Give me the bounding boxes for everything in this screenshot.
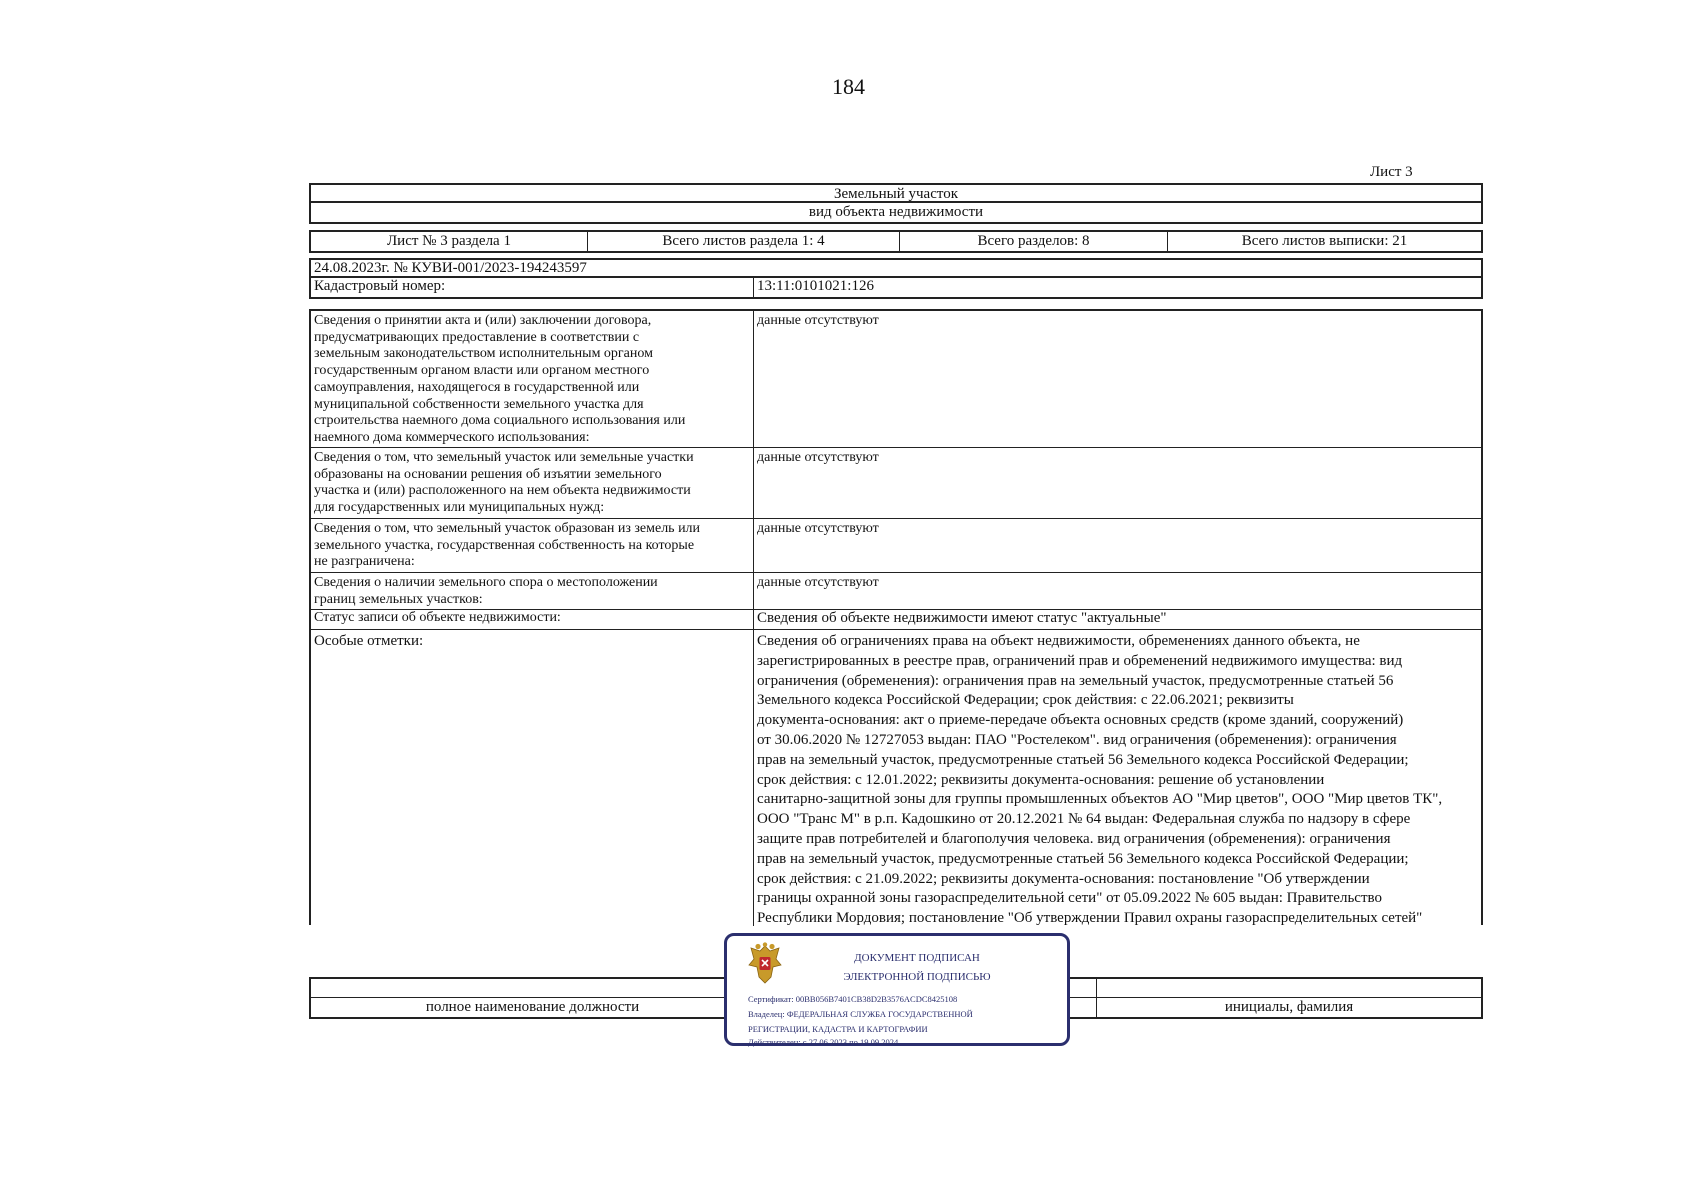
value-line: срок действия: с 21.09.2022; реквизиты документа-основания: постановление "Об утверждении: [757, 870, 1370, 887]
label-line: земельным законодательством исполнительным органом: [314, 346, 653, 362]
value-line: документа-основания: акт о приеме-передаче объекта основных средств (кроме зданий, сооружений): [757, 712, 1404, 729]
value-line: зарегистрированных в реестре прав, ограничений прав и обременений недвижимого имущества: вид: [757, 652, 1403, 669]
table-row-seizure-decision: [311, 448, 1481, 519]
row-label: [311, 573, 754, 609]
label-line: Сведения о том, что земельный участок или земельные участки: [314, 450, 694, 465]
row-value: [754, 573, 1481, 609]
label-line: границ земельных участков:: [314, 591, 483, 607]
cadastral-number-value: 13:11:0101021:126: [757, 278, 874, 294]
value-line: Сведения об объекте недвижимости имеют статус "актуальные": [757, 610, 1167, 626]
stat-sheet-of-section: Лист № 3 раздела 1: [311, 232, 588, 251]
value-line: границы охранной зоны газораспределительной сети" от 05.09.2022 № 605 выдан: Правительство: [757, 890, 1382, 907]
value-line: защите прав потребителей и благополучия человека. вид ограничения (обременения): ограничения: [757, 830, 1391, 847]
value-line: Сведения об ограничениях права на объект недвижимости, обременениях данного объекта, не: [757, 633, 1360, 649]
table-row-record-status: [311, 610, 1481, 630]
value-line: прав на земельный участок, предусмотренные статьей 56 Земельного кодекса Российской Федерации;: [757, 751, 1409, 768]
value-line: данные отсутствуют: [757, 521, 879, 536]
label-line: государственным органом власти или органом местного: [314, 363, 650, 379]
coat-of-arms-emblem-icon: [748, 942, 782, 991]
label-line: участка и (или) расположенного на нем объекта недвижимости: [314, 483, 691, 499]
cadastral-number-row: [309, 278, 1483, 299]
stat-extract-sheets-total: Всего листов выписки: 21: [1241, 233, 1408, 249]
value-line: от 30.06.2020 № 12727053 выдан: ПАО "Ростелеком". вид ограничения (обременения): ограничения: [757, 731, 1397, 748]
stat-sections-total: Всего разделов: 8: [900, 232, 1168, 251]
row-value: [754, 519, 1481, 572]
value-line: ограничения (обременения): ограничения прав на земельный участок, предусмотренные статьей 56: [757, 672, 1394, 689]
label-line: Сведения о том, что земельный участок образован из земель или: [314, 521, 701, 536]
stamp-title-line2: ЭЛЕКТРОННОЙ ПОДПИСЬЮ: [843, 971, 991, 983]
name-caption: инициалы, фамилия: [1224, 999, 1354, 1015]
stamp-owner-line1: Владелец: ФЕДЕРАЛЬНАЯ СЛУЖБА ГОСУДАРСТВЕННОЙ: [748, 1009, 973, 1019]
electronic-signature-stamp: [724, 933, 1070, 1046]
label-line: строительства наемного дома социального использования или: [314, 413, 686, 429]
row-value: [754, 448, 1481, 518]
stamp-certificate: Сертификат: 00BB056B7401CB38D2B3576ACDC8425108: [748, 994, 958, 1004]
value-line: прав на земельный участок, предусмотренные статьей 56 Земельного кодекса Российской Федерации;: [757, 850, 1409, 867]
value-line: данные отсутствуют: [757, 313, 879, 328]
value-line: данные отсутствуют: [757, 575, 879, 590]
stamp-owner-line2: РЕГИСТРАЦИИ, КАДАСТРА И КАРТОГРАФИИ: [748, 1024, 928, 1034]
value-line: Земельного кодекса Российской Федерации; срок действия: с 22.06.2021; реквизиты: [757, 692, 1294, 709]
stamp-validity: Действителен: с 27.06.2023 по 19.09.2024: [748, 1037, 899, 1047]
label-line: Статус записи об объекте недвижимости:: [314, 610, 561, 625]
row-value: [754, 630, 1481, 926]
label-line: наемного дома коммерческого использования:: [314, 429, 590, 445]
label-line: не разграничена:: [314, 554, 415, 570]
stat-section-sheets-total: Всего листов раздела 1: 4: [588, 232, 900, 251]
table-row-special-notes: [311, 630, 1481, 926]
table-row-undivided-state-land: [311, 519, 1481, 573]
label-line: муниципальной собственности земельного участка для: [314, 396, 644, 412]
page-number: 184: [832, 74, 865, 99]
sheet-stats-row: [309, 230, 1483, 253]
row-value: [754, 610, 1481, 629]
value-line: ООО "Транс М" в р.п. Кадошкино от 20.12.2021 № 64 выдан: Федеральная служба по надзору в сфере: [757, 811, 1411, 828]
value-line: данные отсутствуют: [757, 450, 879, 465]
value-line: срок действия: с 12.01.2022; реквизиты документа-основания: решение об установлении: [757, 771, 1325, 788]
label-line: образованы на основании решения об изъятии земельного: [314, 466, 662, 482]
label-line: предусматривающих предоставление в соответствии с: [314, 329, 640, 345]
stamp-title-line1: ДОКУМЕНТ ПОДПИСАН: [854, 952, 980, 964]
row-value: [754, 311, 1481, 447]
row-label: [311, 519, 754, 572]
label-line: Особые отметки:: [314, 633, 424, 649]
row-label: [311, 630, 754, 926]
value-line: санитарно-защитной зоны для группы промышленных объектов АО "Мир цветов", ООО "Мир цветов ТК",: [757, 791, 1443, 808]
table-row-social-rental-act: [311, 311, 1481, 448]
label-line: для государственных или муниципальных нужд:: [314, 500, 605, 516]
cadastral-number-label: Кадастровый номер:: [311, 278, 754, 297]
label-line: самоуправления, находящегося в государственной или: [314, 379, 640, 395]
value-line: Республики Мордовия; постановление "Об утверждении Правил охраны газораспределительных сетей": [757, 910, 1423, 927]
label-line: земельного участка, государственная собственность на которые: [314, 537, 695, 553]
sheet-label: Лист 3: [1370, 164, 1413, 180]
table-row-boundary-dispute: [311, 573, 1481, 610]
object-type-caption: вид объекта недвижимости: [309, 203, 1483, 224]
property-info-table: [309, 309, 1483, 925]
label-line: Сведения о наличии земельного спора о местоположении: [314, 575, 658, 590]
position-caption: полное наименование должности: [425, 999, 640, 1015]
row-label: [311, 448, 754, 518]
label-line: Сведения о принятии акта и (или) заключении договора,: [314, 313, 652, 328]
row-label: [311, 610, 754, 629]
object-type-title: Земельный участок: [309, 183, 1483, 203]
document-number-line: 24.08.2023г. № КУВИ-001/2023-194243597: [309, 258, 1483, 278]
row-label: [311, 311, 754, 447]
